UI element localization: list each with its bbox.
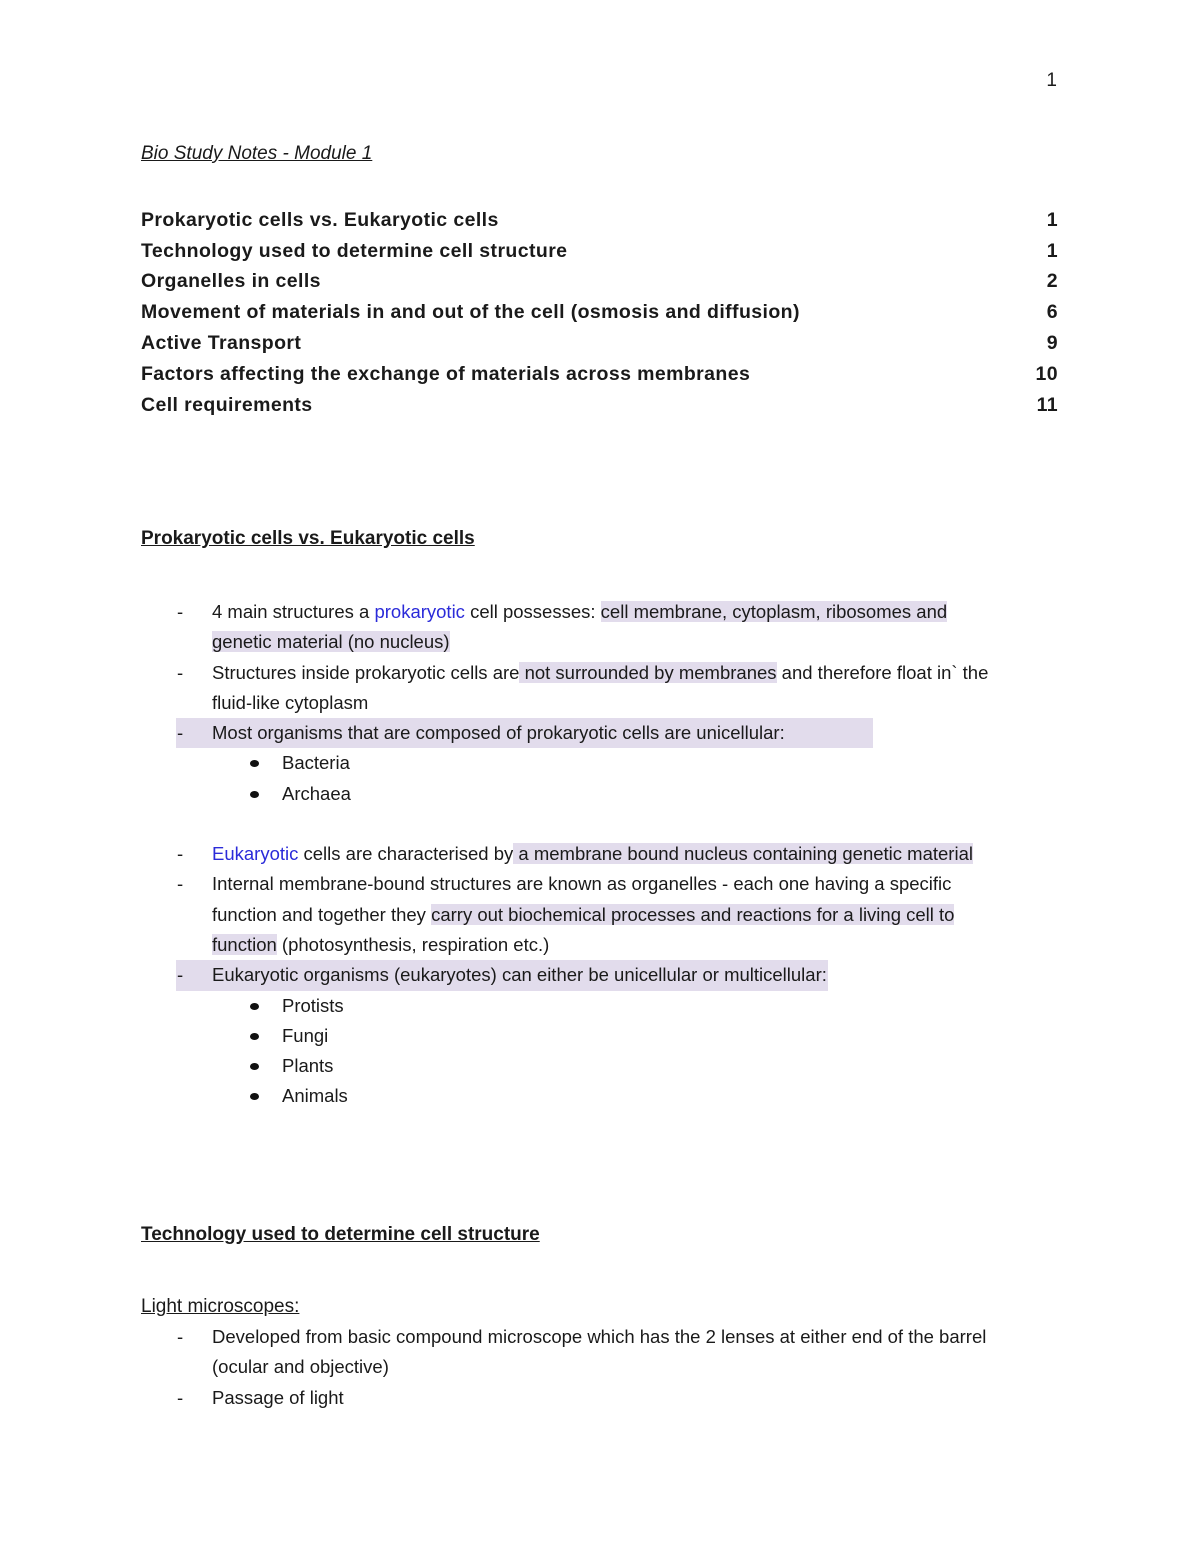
bullet-item [141,779,1061,809]
toc-page: 6 [1046,301,1058,324]
bullet-text: Protists [282,994,344,1016]
list-item [141,658,1061,719]
toc-label: Factors affecting the exchange of materials across membranes [141,362,751,385]
highlight: carry out biochemical processes and reactions for a living cell to [431,903,955,925]
list-dash: - [177,601,184,622]
toc-label: Cell requirements [141,393,313,416]
list-dash: - [177,1326,184,1347]
section-technology-list [141,1322,1061,1413]
bullet-item [141,991,1061,1021]
bullet-text: Archaea [282,782,351,804]
list-dash: - [177,843,184,865]
toc-page: 9 [1046,332,1058,355]
toc-page: 1 [1046,239,1058,262]
text: Developed from basic compound microscope which has the 2 lenses at either end of the barrel [212,1326,987,1347]
text: and therefore float in` the [776,661,989,683]
text: 4 main structures a [212,601,375,622]
bullet-text: Animals [282,1085,348,1107]
toc-page: 2 [1046,270,1058,293]
text: Most organisms that are composed of prokaryotic cells are unicellular: [212,722,785,744]
toc-label: Prokaryotic cells vs. Eukaryotic cells [141,208,499,231]
keyword-eukaryotic: Eukaryotic [212,843,299,865]
toc-row[interactable] [141,328,1058,359]
section-cells-list [141,597,1061,1112]
bullet-dot [250,1063,259,1070]
list-item [141,597,1061,658]
toc-label: Movement of materials in and out of the cell (osmosis and diffusion) [141,301,800,324]
list-dash: - [177,964,184,986]
text: Eukaryotic organisms (eukaryotes) can either be unicellular or multicellular: [212,964,827,986]
bullet-dot [250,1003,259,1010]
list-item [176,960,828,990]
list-item [141,839,1061,869]
toc-page: 1 [1046,208,1058,231]
list-item [141,1383,1061,1413]
bullet-dot [250,791,259,798]
toc-page: 11 [1036,393,1058,416]
toc-row[interactable] [141,359,1058,390]
bullet-item [141,748,1061,778]
highlight: a membrane bound nucleus containing genetic material [513,843,973,865]
bullet-text: Fungi [282,1024,329,1046]
list-item [141,869,1061,960]
text: (ocular and objective) [212,1356,389,1378]
highlight: function [212,933,277,955]
text: cells are characterised by [298,843,514,865]
bullet-item [141,1021,1061,1051]
highlight: cell membrane, cytoplasm, ribosomes and [600,601,948,622]
bullet-text: Bacteria [282,752,350,774]
sub-heading-light-microscopes: Light microscopes: [141,1296,300,1317]
toc-row[interactable] [141,236,1058,267]
page-number: 1 [1046,70,1057,91]
text: function and together they [212,903,432,925]
toc-row[interactable] [141,267,1058,298]
text: Passage of light [212,1386,344,1408]
toc-page: 10 [1035,362,1058,385]
list-dash: - [177,873,184,895]
list-dash: - [177,661,184,683]
text: Internal membrane-bound structures are known as organelles - each one having a specific [212,873,952,895]
document-title: Bio Study Notes - Module 1 [141,143,373,164]
bullet-item [141,1051,1061,1081]
highlight: genetic material (no nucleus) [212,631,450,653]
toc-row[interactable] [141,390,1058,421]
bullet-text: Plants [282,1055,334,1077]
text: Structures inside prokaryotic cells are [212,661,520,683]
toc-label: Organelles in cells [141,270,321,293]
bullet-dot [250,760,259,767]
toc-label: Active Transport [141,332,302,355]
list-item [141,1322,1061,1383]
list-item [176,718,873,748]
section-heading-technology: Technology used to determine cell structure [141,1224,540,1245]
bullet-item [141,1081,1061,1111]
text: fluid-like cytoplasm [212,691,369,713]
bullet-dot [250,1093,259,1100]
toc-row[interactable] [141,205,1058,236]
section-heading-cells: Prokaryotic cells vs. Eukaryotic cells [141,528,475,549]
text: cell possesses: [464,601,601,622]
keyword-prokaryotic: prokaryotic [374,601,465,622]
toc-row[interactable] [141,297,1058,328]
list-dash: - [177,722,184,744]
highlight: not surrounded by membranes [519,661,777,683]
table-of-contents [141,205,1058,421]
bullet-dot [250,1033,259,1040]
text: (photosynthesis, respiration etc.) [276,933,550,955]
toc-label: Technology used to determine cell structure [141,239,568,262]
list-dash: - [177,1386,184,1408]
